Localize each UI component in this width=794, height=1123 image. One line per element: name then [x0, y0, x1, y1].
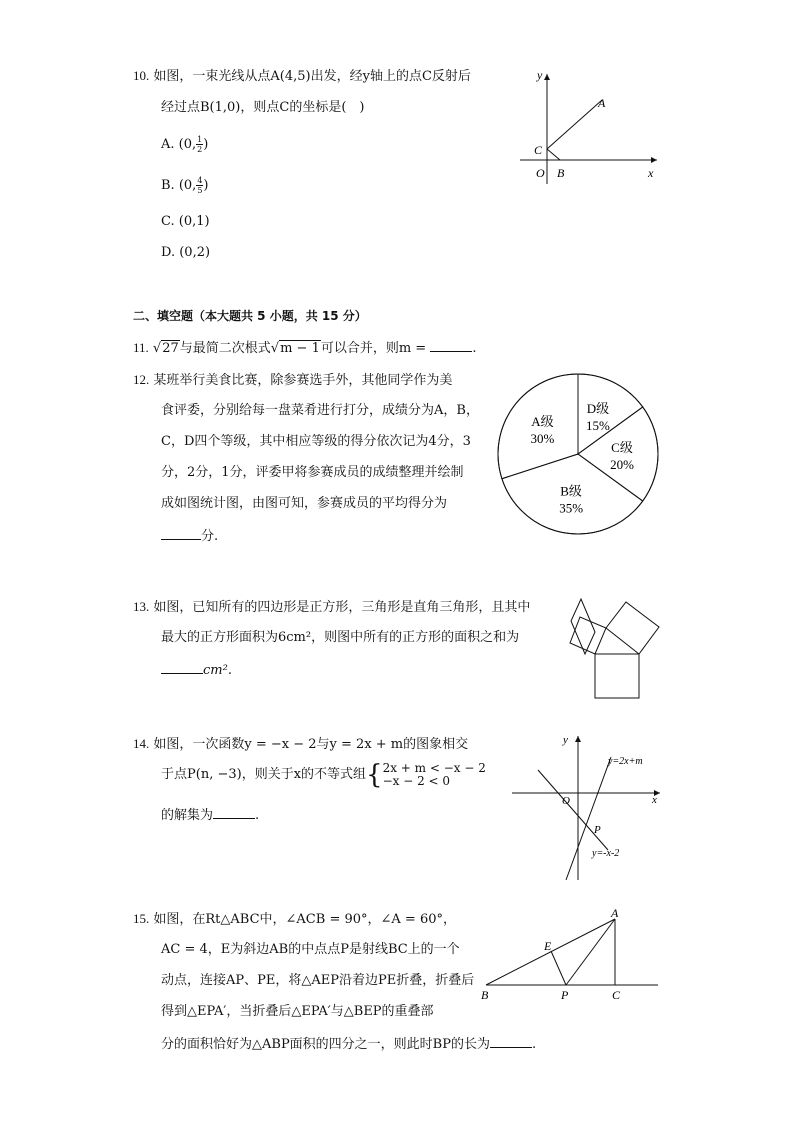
- q14-line2: 于点P(n, −3)，则关于x的不等式组{ 2x + m < −x − 2 −x − 2 < 0: [161, 760, 486, 790]
- q10-figure: [515, 62, 665, 187]
- q12-line3: C，D四个等级，其中相应等级的得分依次记为4分，3: [161, 434, 471, 449]
- q10-option-c[interactable]: C. (0,1): [161, 214, 210, 229]
- q13-line3: cm².: [161, 661, 232, 680]
- q10-line1: [133, 67, 471, 86]
- q12-line2: 食评委，分别给每一盘菜肴进行打分，成绩分为A，B，: [161, 403, 479, 418]
- q10-option-d[interactable]: D. (0,2): [161, 245, 211, 260]
- label-y: y: [563, 734, 568, 746]
- pie-category-label: A级: [531, 414, 554, 430]
- fraction: $\frac{1}{2}$: [197, 135, 203, 154]
- answer-blank[interactable]: [161, 661, 203, 674]
- q10-text-1: 如图，一束光线从点A(4,5)出发，经y轴上的点C反射后: [153, 69, 471, 84]
- q10-number: 10.: [133, 68, 150, 83]
- label-a: A: [611, 906, 619, 920]
- label-b: B: [557, 166, 565, 180]
- q12-line1: 12. 某班举行美食比赛，除参赛选手外，其他同学作为美: [133, 372, 453, 388]
- pie-chart: [496, 372, 660, 536]
- q13-line1: 13. 如图，已知所有的四边形是正方形，三角形是直角三角形，且其中: [133, 599, 531, 615]
- ray-cb: [547, 149, 560, 160]
- label-c: C: [612, 988, 621, 1002]
- label-y: y: [537, 68, 543, 82]
- q12-line5: 成如图统计图，由图可知，参赛成员的平均得分为: [161, 496, 448, 511]
- label-a: A: [598, 96, 606, 110]
- label-c: C: [534, 143, 543, 157]
- brace: {: [366, 760, 383, 790]
- q15-line4: 得到△EPA′，当折叠后△EPA′与△BEP的重叠部: [161, 1004, 434, 1019]
- q12-line6: 分.: [161, 527, 218, 546]
- section-title: 二、填空题（本大题共 5 小题，共 15 分）: [133, 309, 367, 323]
- label-x: x: [648, 166, 654, 180]
- label-o: O: [536, 166, 545, 180]
- inequality-system: 2x + m < −x − 2 −x − 2 < 0: [382, 761, 486, 788]
- segment-ap: [566, 919, 615, 985]
- label-e: E: [544, 939, 552, 953]
- label-p: P: [561, 988, 569, 1002]
- line-y-neg-x-2: [538, 770, 608, 850]
- answer-blank[interactable]: [490, 1035, 532, 1048]
- q14-line3: 的解集为 .: [161, 808, 260, 823]
- q15-line2: AC = 4，E为斜边AB的中点点P是射线BC上的一个: [161, 942, 460, 957]
- q15-line1: 15. 如图，在Rt△ABC中，∠ACB = 90°，∠A = 60°，: [133, 911, 456, 927]
- q13-line2: 最大的正方形面积为6cm²，则图中所有的正方形的面积之和为: [161, 630, 520, 645]
- label-p: P: [594, 824, 601, 836]
- answer-blank[interactable]: [430, 339, 472, 352]
- bottom-square: [595, 654, 639, 698]
- answer-blank[interactable]: [161, 527, 201, 540]
- q13-figure: [568, 598, 668, 702]
- label-line2: y=-x-2: [592, 848, 620, 859]
- q14-figure: [508, 730, 668, 882]
- line-y-2x-m: [566, 757, 611, 880]
- pie-category-label: D级: [586, 400, 610, 416]
- answer-blank[interactable]: [213, 806, 255, 819]
- label-b: B: [481, 988, 489, 1002]
- sqrt-27: √27: [152, 341, 179, 356]
- q11-line: 11. √27与最简二次根式√m − 1可以合并，则m = .: [133, 340, 477, 356]
- q10-option-a[interactable]: A. (0, $\frac{1}{2}$ ): [161, 135, 209, 154]
- q10-option-b[interactable]: B. (0, $\frac{4}{5}$ ): [161, 176, 209, 195]
- segment-ep: [551, 951, 566, 985]
- right-square: [606, 602, 659, 654]
- fraction: $\frac{4}{5}$: [197, 176, 203, 195]
- label-line1: y=2x+m: [608, 756, 643, 767]
- pie-value-label: 15%: [586, 417, 610, 433]
- pie-value-label: 20%: [610, 457, 634, 472]
- left-square: [571, 599, 595, 654]
- pie-category-label: C级: [611, 440, 633, 455]
- q15-line5: 分的面积恰好为△ABP面积的四分之一，则此时BP的长为 .: [161, 1037, 537, 1052]
- pie-value-label: 30%: [530, 431, 555, 447]
- sqrt-m-1: √m − 1: [270, 341, 320, 356]
- q15-line3: 动点，连接AP、PE，将△AEP沿着边PE折叠，折叠后: [161, 973, 475, 988]
- q15-figure: [478, 905, 663, 1005]
- ray-ca: [547, 100, 602, 149]
- pie-category-label: B级: [560, 483, 582, 499]
- q14-line1: 14. 如图，一次函数y = −x − 2与y = 2x + m的图象相交: [133, 736, 469, 752]
- label-x: x: [652, 794, 657, 806]
- pie-value-label: 35%: [559, 500, 584, 516]
- q12-line4: 分，2分，1分，评委甲将参赛成员的成绩整理并绘制: [161, 465, 464, 480]
- label-o: O: [562, 795, 570, 807]
- q10-text-2: 经过点B(1,0)，则点C的坐标是( ): [161, 100, 365, 115]
